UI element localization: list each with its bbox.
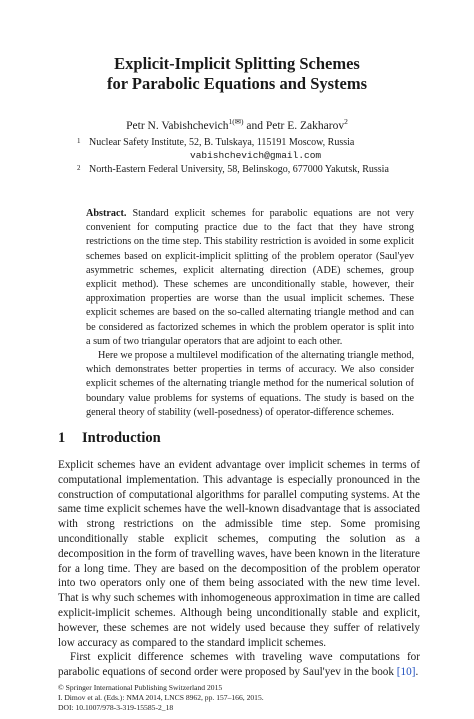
author-name-1: Petr N. Vabishchevich [126, 119, 229, 132]
paper-title [40, 54, 434, 94]
section-heading [58, 430, 161, 447]
footer-doi: DOI: 10.1007/978-3-319-15585-2_18 [58, 703, 174, 712]
author-name-2: Petr E. Zakharov [265, 119, 345, 132]
citation-link[interactable]: [10] [396, 666, 416, 679]
footer-copyright: © Springer International Publishing Switzerland 2015 [58, 683, 223, 692]
section-number: 1 [58, 430, 66, 446]
abstract-paragraph-1 [86, 207, 414, 349]
abstract-text-1: Standard explicit schemes for parabolic equations are not very convenient for computing practice due to the fact that they have strong restrictions on the time step. This stability restriction is avoided in some explicit schemes based on explicit-implicit splitting of the problem operator (Saul'yev asymmetric schemes, explicit alternating direction (ADE) schemes, group explicit method). These schemes are unconditionally stable, however, their approximation properties are worse than the usual implicit schemes. These explicit schemes are based on the so-called alternating triangle method and can be considered as factorized schemes in which the problem operator is split into a sum of two triangular operators that are adjoint to each other. [86, 208, 415, 347]
body-paragraph-1: Explicit schemes have an evident advantage over implicit schemes in terms of computational implementation. This advantage is especially pronounced in the construction of computational algorithms for parallel computing systems. At the same time explicit schemes have the well-known disadvantage that is associated with strong restrictions on the admissible time step. Some promising unconditionally stable explicit schemes, computing the solution as a decomposition in the form of travelling waves, have been known in the literature for a long time. They are based on the decomposition of the problem operator into two operators only one of them being associated with the new time level. That is why such schemes with inhomogeneous approximation in time are called explicit-implicit schemes. Although being unconditionally stable and explicit, however, these schemes are not widely used because they suffer of relatively low accuracy as compared to the standard implicit schemes. [58, 459, 420, 649]
abstract-label: Abstract. [86, 208, 127, 219]
body-paragraph-2-text: First explicit difference schemes with traveling wave computations for parabolic equations of second order were proposed by Saul'yev in the book [58, 651, 420, 679]
publication-footer [58, 683, 264, 713]
abstract-paragraph-2: Here we propose a multilevel modification of the alternating triangle method, which demonstrates better properties in terms of accuracy. We also consider explicit schemes of the alternating triangle method for the numerical solution of boundary value problems for systems of equations. The study is based on the general theory of stability (well-posedness) of operator-difference schemes. [86, 350, 414, 418]
title-line-2: for Parabolic Equations and Systems [106, 74, 368, 93]
author-2-affiliation-mark: 2 [344, 117, 348, 126]
author-connector: and [246, 119, 263, 132]
body-paragraph-2 [58, 650, 420, 680]
section-title: Introduction [82, 430, 161, 446]
author-1-affiliation-mark: 1(✉) [228, 117, 244, 126]
affiliation-2-mark: 2 [77, 164, 81, 172]
footer-proceedings: I. Dimov et al. (Eds.): NMA 2014, LNCS 8962, pp. 157–166, 2015. [58, 693, 264, 702]
affiliation-2-text: North-Eastern Federal University, 58, Belinskogo, 677000 Yakutsk, Russia [89, 164, 389, 175]
title-line-1: Explicit-Implicit Splitting Schemes [114, 54, 360, 73]
author-email-link[interactable]: vabishchevich@gmail.com [190, 150, 322, 161]
section-body [58, 458, 420, 680]
affiliation-1-text: Nuclear Safety Institute, 52, B. Tulskaya, 115191 Moscow, Russia [89, 137, 355, 148]
abstract [86, 207, 414, 420]
affiliation-1-mark: 1 [77, 137, 81, 145]
body-paragraph-2-end: . [415, 666, 419, 679]
author-list [40, 115, 434, 133]
